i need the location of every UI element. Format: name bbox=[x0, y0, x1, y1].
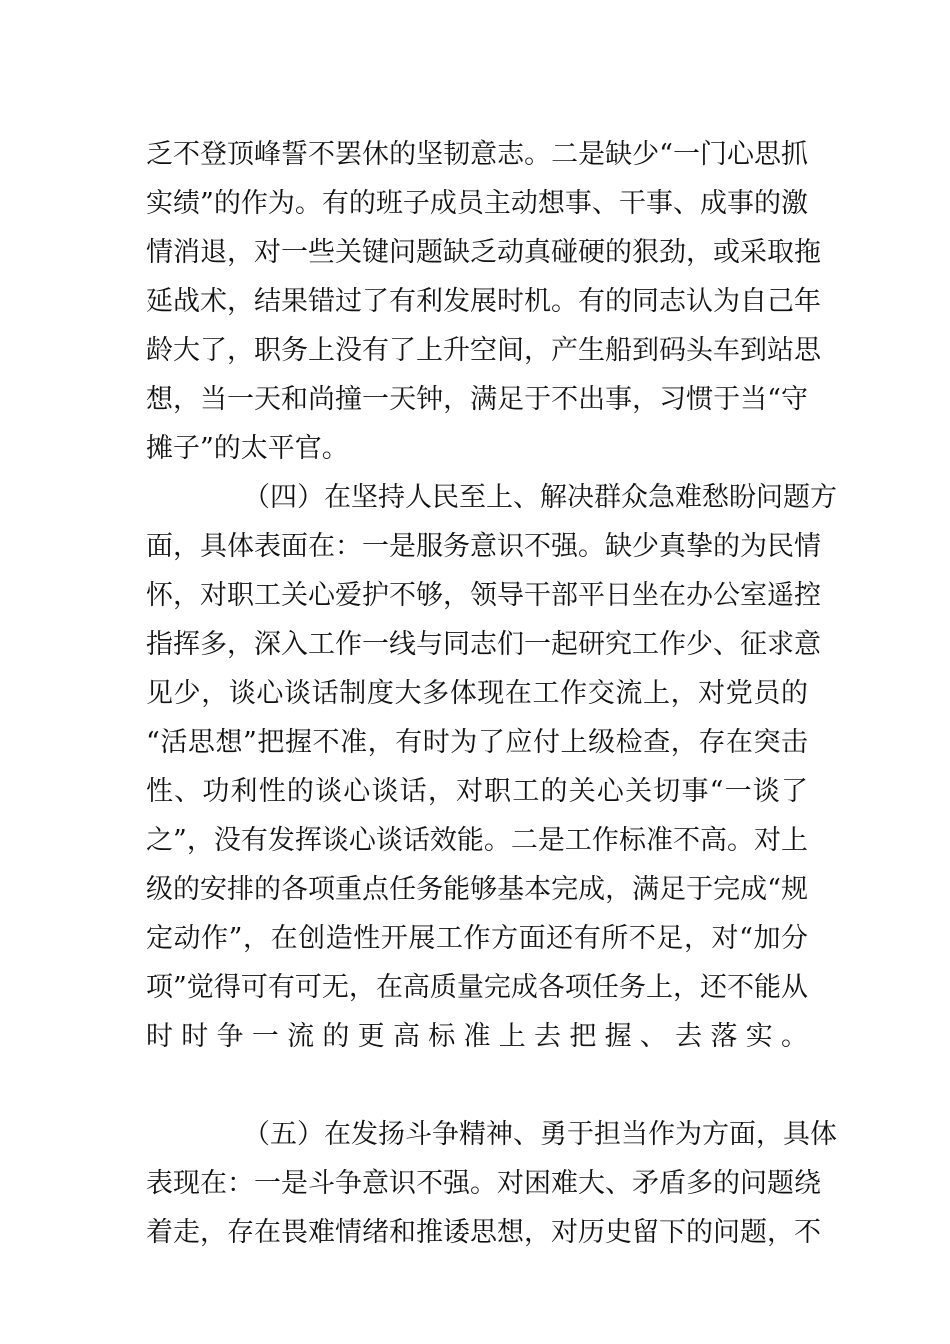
text-line: 之”，没有发挥谈心谈话效能。二是工作标准不高。对上 bbox=[146, 825, 808, 856]
text-line: 情消退，对一些关键问题缺乏动真碰硬的狠劲，或采取拖 bbox=[146, 237, 821, 268]
text-line: 着走，存在畏难情绪和推诿思想，对历史留下的问题，不 bbox=[146, 1217, 821, 1248]
paragraph-section-four bbox=[146, 473, 837, 1110]
paragraph-continuation bbox=[146, 130, 821, 473]
section-heading-line: （五）在发扬斗争精神、勇于担当作为方面，具体 bbox=[243, 1119, 837, 1150]
text-line: 项”觉得可有可无，在高质量完成各项任务上，还不能从 bbox=[146, 972, 808, 1003]
text-line: 怀，对职工关心爱护不够，领导干部平日坐在办公室遥控 bbox=[146, 580, 821, 611]
text-line: 表现在：一是斗争意识不强。对困难大、矛盾多的问题绕 bbox=[146, 1168, 821, 1199]
text-line: 龄大了，职务上没有了上升空间，产生船到码头车到站思 bbox=[146, 335, 821, 366]
paragraph-section-five bbox=[146, 1110, 837, 1257]
section-heading-line: （四）在坚持人民至上、解决群众急难愁盼问题方 bbox=[243, 482, 837, 513]
text-line: 摊子”的太平官。 bbox=[146, 433, 349, 464]
text-line: 实绩”的作为。有的班子成员主动想事、干事、成事的激 bbox=[146, 188, 808, 219]
text-line: 想，当一天和尚撞一天钟，满足于不出事，习惯于当“守 bbox=[146, 384, 808, 415]
text-line: 级的安排的各项重点任务能够基本完成，满足于完成“规 bbox=[146, 874, 808, 905]
text-line: 延战术，结果错过了有利发展时机。有的同志认为自己年 bbox=[146, 286, 821, 317]
text-line bbox=[146, 1061, 808, 1110]
text-line: 面，具体表面在：一是服务意识不强。缺少真挚的为民情 bbox=[146, 531, 821, 562]
text-line: 性、功利性的谈心谈话，对职工的关心关切事“一谈了 bbox=[146, 776, 808, 807]
text-line: “活思想”把握不准，有时为了应付上级检查，存在突击 bbox=[146, 727, 808, 758]
text-line: 定动作”，在创造性开展工作方面还有所不足，对“加分 bbox=[146, 923, 808, 954]
text-line: 见少，谈心谈话制度大多体现在工作交流上，对党员的 bbox=[146, 678, 808, 709]
text-line: 指挥多，深入工作一线与同志们一起研究工作少、征求意 bbox=[146, 629, 821, 660]
text-line: 乏不登顶峰誓不罢休的坚韧意志。二是缺少“一门心思抓 bbox=[146, 139, 808, 170]
text-line: 时时争一流的更高标准上去把握、去落实。 bbox=[146, 1021, 808, 1052]
